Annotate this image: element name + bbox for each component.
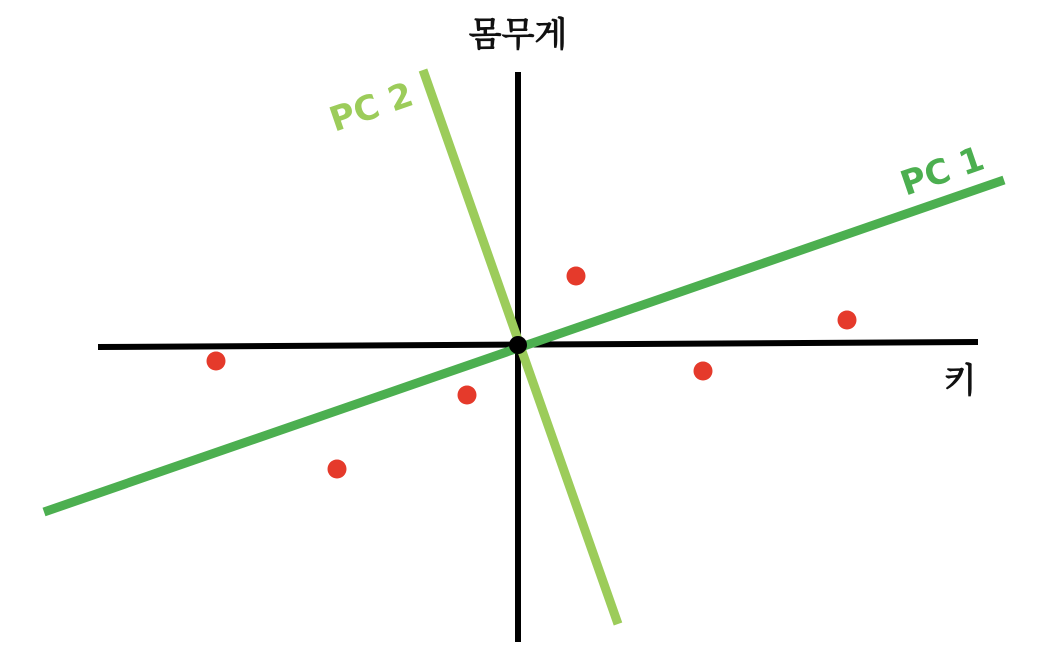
y-axis-label: 몸무게 (468, 15, 568, 55)
pc1-label: PC 1 (895, 138, 990, 205)
data-point (567, 267, 586, 286)
data-point (694, 362, 713, 381)
data-point (207, 352, 226, 371)
x-axis-label: 키 (943, 361, 977, 401)
origin-point (509, 336, 527, 354)
data-point (838, 311, 857, 330)
data-point (458, 386, 477, 405)
pc2-label: PC 2 (324, 74, 419, 141)
data-point (328, 460, 347, 479)
